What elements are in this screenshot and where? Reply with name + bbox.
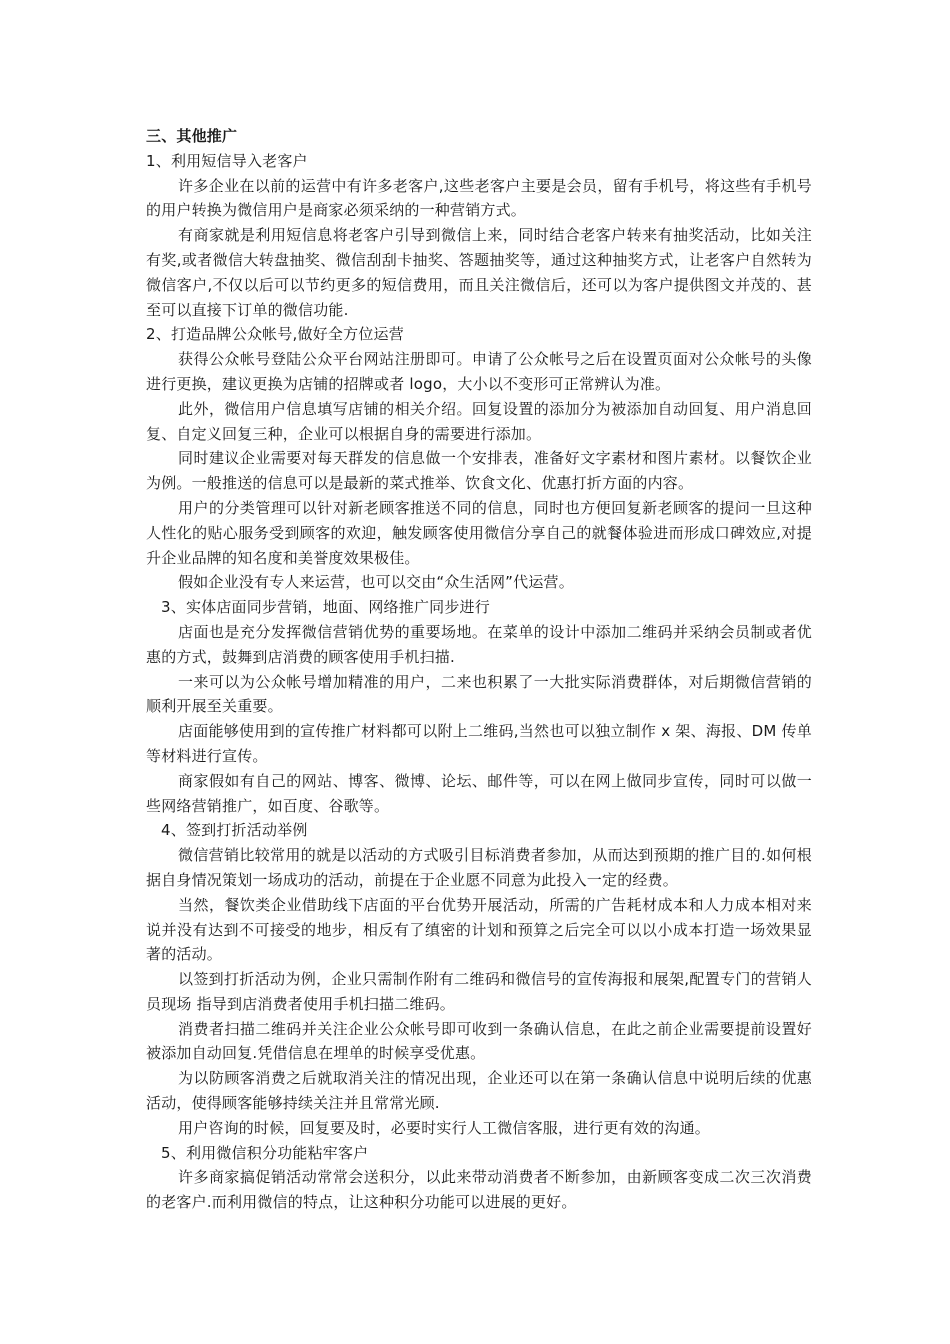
paragraph: 许多企业在以前的运营中有许多老客户,这些老客户主要是会员，留有手机号，将这些有手机号的用户转换为微信用户是商家必须采纳的一种营销方式。 [146,176,812,220]
document-body [146,124,812,1215]
paragraph: 获得公众帐号登陆公众平台网站注册即可。申请了公众帐号之后在设置页面对公众帐号的头像进行更换，建议更换为店铺的招牌或者 logo，大小以不变形可正常辨认为准。 [146,350,812,393]
subsection-title-1: 1、利用短信导入老客户 [146,151,308,170]
paragraph: 用户的分类管理可以针对新老顾客推送不同的信息，同时也方便回复新老顾客的提问一旦这种人性化的贴心服务受到顾客的欢迎，触发顾客使用微信分享自己的就餐体验进而形成口碑效应,对提升企业品牌的知名度和美誉度效果极佳。 [146,498,812,567]
subsection-title-5: 5、利用微信积分功能粘牢客户 [161,1143,369,1162]
paragraph: 有商家就是利用短信息将老客户引导到微信上来，同时结合老客户转来有抽奖活动，比如关注有奖,或者微信大转盘抽奖、微信刮刮卡抽奖、答题抽奖等，通过这种抽奖方式，让老客户自然转为微信客户,不仅以后可以节约更多的短信费用，而且关注微信后，还可以为客户提供图文并茂的、甚至可以直接下订单的微信功能. [146,226,812,319]
paragraph: 微信营销比较常用的就是以活动的方式吸引目标消费者参加，从而达到预期的推广目的.如何根据自身情况策划一场成功的活动，前提在于企业愿不同意为此投入一定的经费。 [146,846,812,889]
paragraph: 用户咨询的时候，回复要及时，必要时实行人工微信客服，进行更有效的沟通。 [178,1118,711,1137]
paragraph: 许多商家搞促销活动常常会送积分，以此来带动消费者不断参加，由新顾客变成二次三次消费的老客户.而利用微信的特点，让这种积分功能可以进展的更好。 [146,1168,812,1212]
paragraph: 假如企业没有专人来运营，也可以交由“众生活网”代运营。 [178,573,574,592]
paragraph: 当然，餐饮类企业借助线下店面的平台优势开展活动，所需的广告耗材成本和人力成本相对来说并没有达到不可接受的地步，相反有了缜密的计划和预算之后完全可以以小成本打造一场效果显著的活动。 [146,895,812,964]
paragraph: 同时建议企业需要对每天群发的信息做一个安排表，准备好文字素材和图片素材。以餐饮企业为例。一般推送的信息可以是最新的菜式推举、饮食文化、优惠打折方面的内容。 [146,449,812,493]
paragraph: 为以防顾客消费之后就取消关注的情况出现，企业还可以在第一条确认信息中说明后续的优惠活动，使得顾客能够持续关注并且常常光顾. [146,1069,812,1113]
subsection-title-3: 3、实体店面同步营销，地面、网络推广同步进行 [161,598,490,617]
paragraph: 店面也是充分发挥微信营销优势的重要场地。在菜单的设计中添加二维码并采纳会员制或者优惠的方式，鼓舞到店消费的顾客使用手机扫描. [146,622,812,666]
paragraph: 此外，微信用户信息填写店铺的相关介绍。回复设置的添加分为被添加自动回复、用户消息回复、自定义回复三种，企业可以根据自身的需要进行添加。 [146,399,812,443]
section-heading: 三、其他推广 [146,127,238,145]
paragraph: 店面能够使用到的宣传推广材料都可以附上二维码,当然也可以独立制作 x 架、海报、DM 传单等材料进行宣传。 [146,722,812,765]
paragraph: 商家假如有自己的网站、博客、微博、论坛、邮件等，可以在网上做同步宣传，同时可以做一些网络营销推广，如百度、谷歌等。 [146,771,812,815]
paragraph: 消费者扫描二维码并关注企业公众帐号即可收到一条确认信息，在此之前企业需要提前设置好被添加自动回复.凭借信息在埋单的时候享受优惠。 [146,1019,812,1063]
paragraph: 以签到打折活动为例，企业只需制作附有二维码和微信号的宣传海报和展架,配置专门的营销人员现场 指导到店消费者使用手机扫描二维码。 [146,970,812,1013]
paragraph: 一来可以为公众帐号增加精准的用户，二来也积累了一大批实际消费群体，对后期微信营销的顺利开展至关重要。 [146,672,812,716]
subsection-title-2: 2、打造品牌公众帐号,做好全方位运营 [146,325,404,344]
subsection-title-4: 4、签到打折活动举例 [161,821,308,840]
